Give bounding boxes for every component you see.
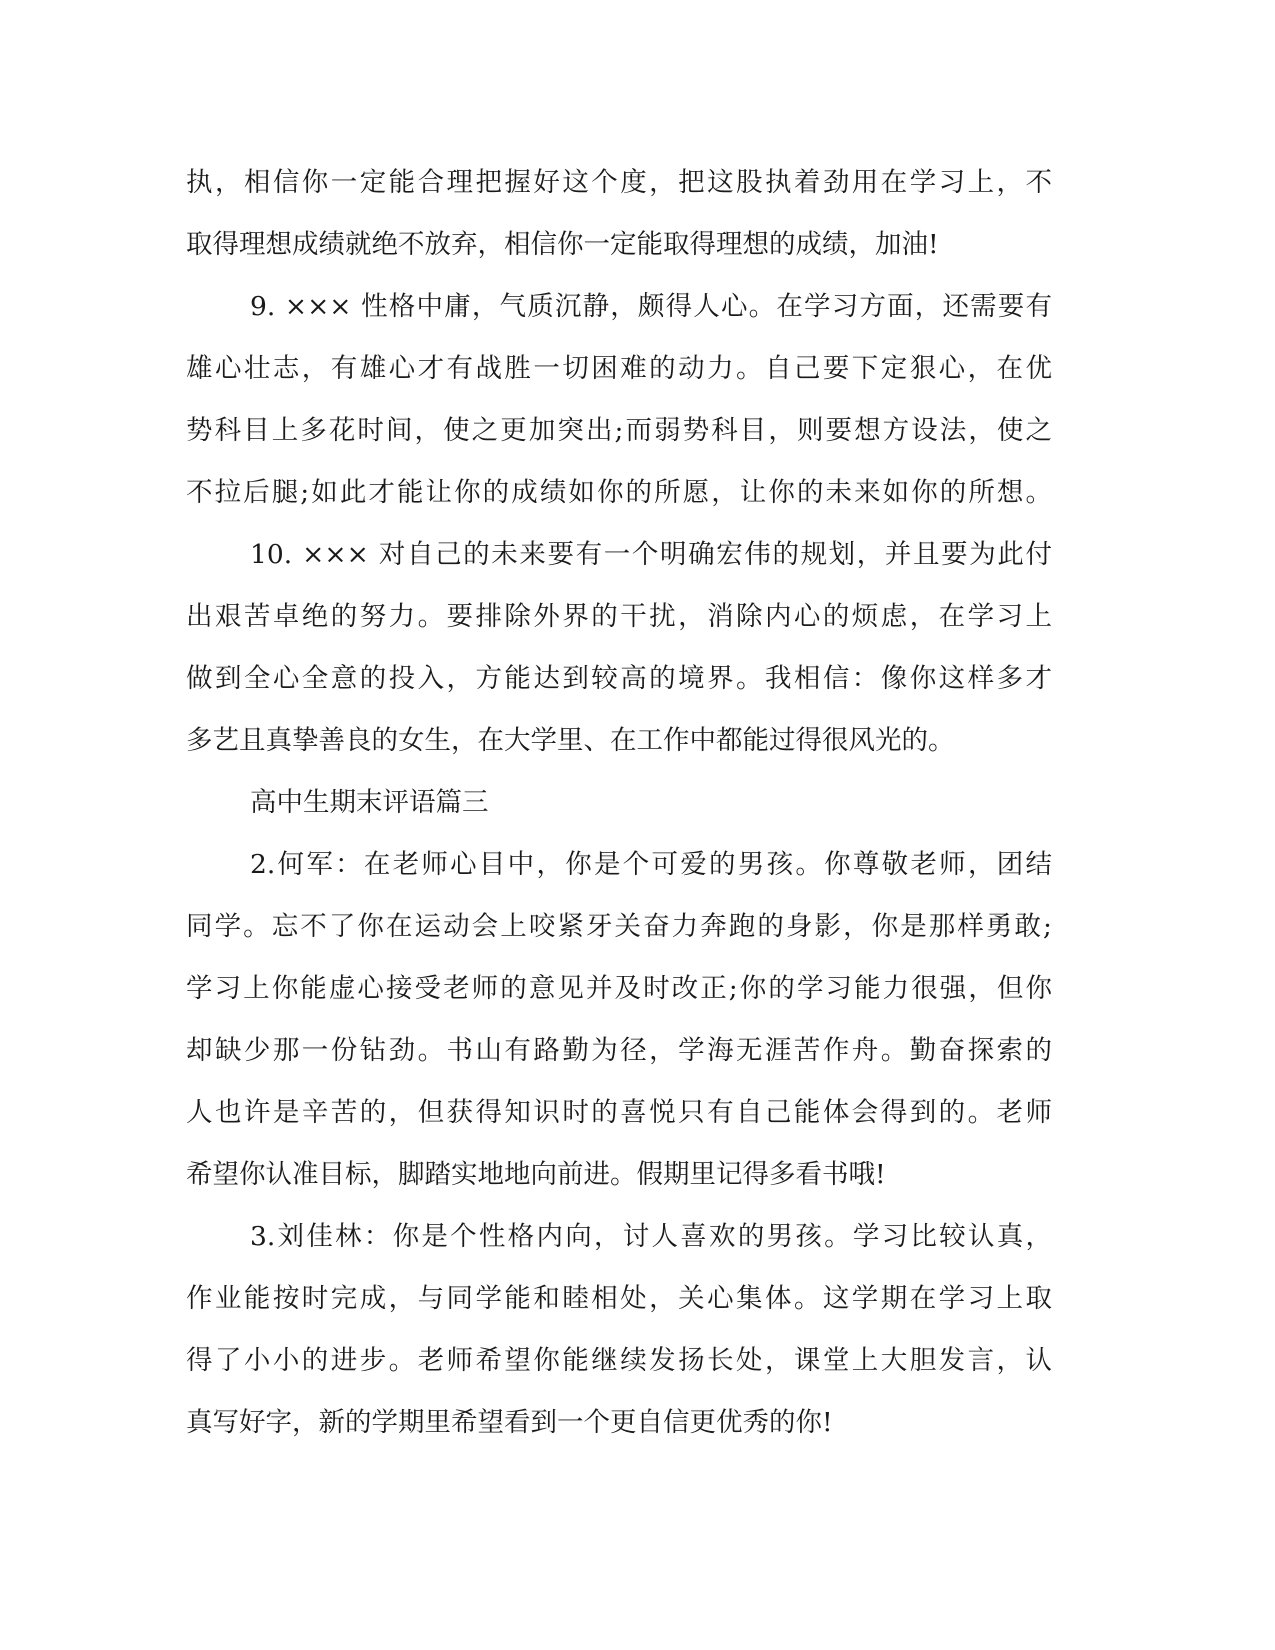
- paragraph-10-line-1: 10. ××× 对自己的未来要有一个明确宏伟的规划，并且要为此付: [250, 539, 1052, 570]
- paragraph-10-line-4: 多艺且真挚善良的女生，在大学里、在工作中都能过得很风光的。: [186, 725, 955, 756]
- paragraph-9-line-4: 不拉后腿;如此才能让你的成绩如你的所愿，让你的未来如你的所想。: [186, 477, 1052, 508]
- paragraph-liu-jialin-line-3: 得了小小的进步。老师希望你能继续发扬长处，课堂上大胆发言，认: [186, 1345, 1052, 1376]
- paragraph-9-line-3: 势科目上多花时间，使之更加突出;而弱势科目，则要想方设法，使之: [186, 415, 1052, 446]
- paragraph-he-jun-line-6: 希望你认准目标，脚踏实地地向前进。假期里记得多看书哦!: [186, 1159, 886, 1190]
- paragraph-10-line-2: 出艰苦卓绝的努力。要排除外界的干扰，消除内心的烦虑，在学习上: [186, 601, 1052, 632]
- paragraph-he-jun-line-3: 学习上你能虚心接受老师的意见并及时改正;你的学习能力很强，但你: [186, 973, 1052, 1004]
- paragraph-liu-jialin-line-1: 3.刘佳林：你是个性格内向，讨人喜欢的男孩。学习比较认真，: [250, 1221, 1052, 1252]
- paragraph-he-jun-line-5: 人也许是辛苦的，但获得知识时的喜悦只有自己能体会得到的。老师: [186, 1097, 1052, 1128]
- paragraph-8-line-3: 取得理想成绩就绝不放弃，相信你一定能取得理想的成绩，加油!: [186, 229, 939, 260]
- paragraph-9-line-1: 9. ××× 性格中庸，气质沉静，颇得人心。在学习方面，还需要有: [250, 291, 1052, 322]
- section-heading: 高中生期末评语篇三: [250, 787, 489, 818]
- paragraph-he-jun-line-1: 2.何军：在老师心目中，你是个可爱的男孩。你尊敬老师，团结: [250, 849, 1052, 880]
- paragraph-10-line-3: 做到全心全意的投入，方能达到较高的境界。我相信：像你这样多才: [186, 663, 1052, 694]
- paragraph-he-jun-line-4: 却缺少那一份钻劲。书山有路勤为径，学海无涯苦作舟。勤奋探索的: [186, 1035, 1052, 1066]
- paragraph-liu-jialin-line-2: 作业能按时完成，与同学能和睦相处，关心集体。这学期在学习上取: [186, 1283, 1052, 1314]
- paragraph-8-line-2: 执，相信你一定能合理把握好这个度，把这股执着劲用在学习上，不: [186, 167, 1052, 198]
- document-body: [186, 152, 1052, 1454]
- paragraph-liu-jialin-line-4: 真写好字，新的学期里希望看到一个更自信更优秀的你!: [186, 1407, 833, 1438]
- paragraph-he-jun-line-2: 同学。忘不了你在运动会上咬紧牙关奋力奔跑的身影，你是那样勇敢;: [186, 911, 1052, 942]
- paragraph-9-line-2: 雄心壮志，有雄心才有战胜一切困难的动力。自己要下定狠心，在优: [186, 353, 1052, 384]
